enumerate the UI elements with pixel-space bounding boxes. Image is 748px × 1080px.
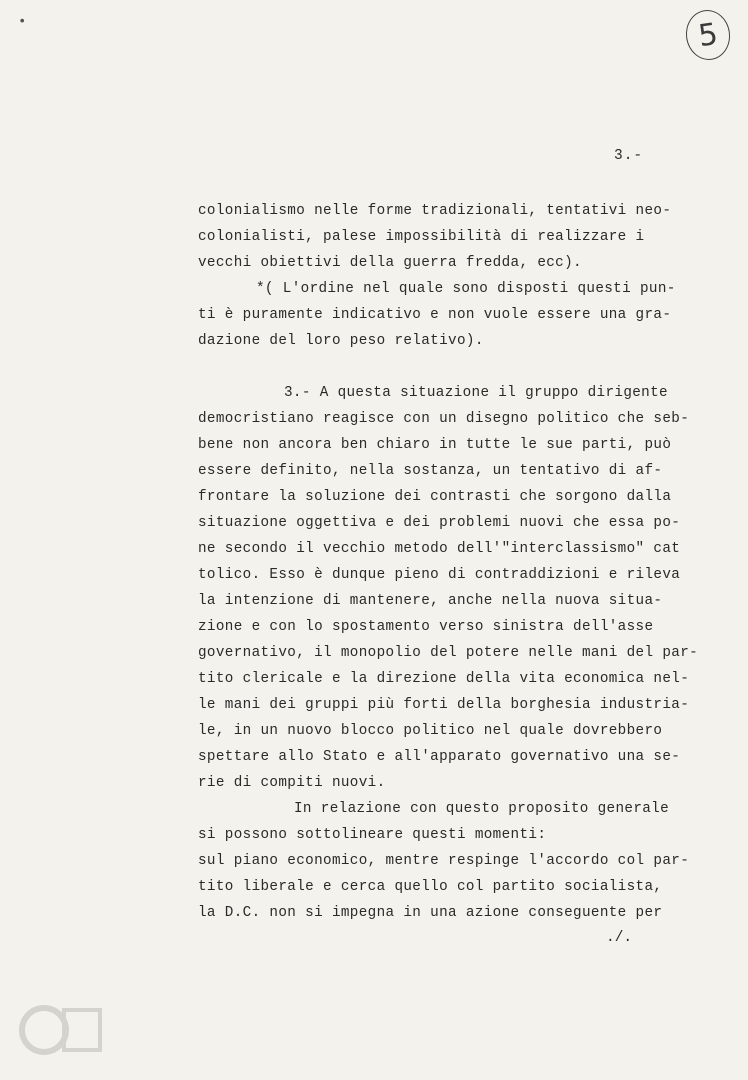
text-line: bene non ancora ben chiaro in tutte le sue parti, può <box>198 437 672 453</box>
body-text <box>198 198 718 926</box>
text-line: *( L'ordine nel quale sono disposti questi pun- <box>256 281 676 297</box>
text-line: dazione del loro peso relativo). <box>198 333 484 349</box>
corner-mark: • <box>18 14 27 30</box>
text-line: spettare allo Stato e all'apparato governativo una se- <box>198 749 681 765</box>
text-line: vecchi obiettivi della guerra fredda, ecc). <box>198 255 582 271</box>
text-line: le, in un nuovo blocco politico nel quale dovrebbero <box>198 723 663 739</box>
text-line: colonialisti, palese impossibilità di realizzare i <box>198 229 645 245</box>
paragraph-gap <box>198 354 718 380</box>
header-page-number: 3.- <box>614 148 644 164</box>
text-line: si possono sottolineare questi momenti: <box>198 827 547 843</box>
text-line: In relazione con questo proposito generale <box>294 801 670 817</box>
text-line: la intenzione di mantenere, anche nella nuova situa- <box>198 593 663 609</box>
text-line: zione e con lo spostamento verso sinistra dell'asse <box>198 619 654 635</box>
text-line: 3.- A questa situazione il gruppo dirigente <box>284 385 668 401</box>
circled-page-number <box>683 7 734 63</box>
circled-page-number-text: 5 <box>696 16 720 54</box>
text-line: tolico. Esso è dunque pieno di contraddizioni e rileva <box>198 567 681 583</box>
text-line: essere definito, nella sostanza, un tentativo di af- <box>198 463 663 479</box>
text-line: tito liberale e cerca quello col partito socialista, <box>198 879 663 895</box>
continuation-mark: ./. <box>606 930 633 946</box>
text-line: ti è puramente indicativo e non vuole essere una gra- <box>198 307 672 323</box>
text-line: sul piano economico, mentre respinge l'accordo col par- <box>198 853 690 869</box>
text-line: ne secondo il vecchio metodo dell'"interclassismo" cat <box>198 541 681 557</box>
text-line: rie di compiti nuovi. <box>198 775 386 791</box>
text-line: democristiano reagisce con un disegno politico che seb- <box>198 411 690 427</box>
text-line: la D.C. non si impegna in una azione conseguente per <box>198 905 663 921</box>
text-line: situazione oggettiva e dei problemi nuovi che essa po- <box>198 515 681 531</box>
archive-watermark-icon <box>14 1000 104 1060</box>
text-line: tito clericale e la direzione della vita economica nel- <box>198 671 690 687</box>
text-line: le mani dei gruppi più forti della borghesia industria- <box>198 697 690 713</box>
text-line: frontare la soluzione dei contrasti che sorgono dalla <box>198 489 672 505</box>
text-line: governativo, il monopolio del potere nelle mani del par- <box>198 645 699 661</box>
text-line: colonialismo nelle forme tradizionali, tentativi neo- <box>198 203 672 219</box>
